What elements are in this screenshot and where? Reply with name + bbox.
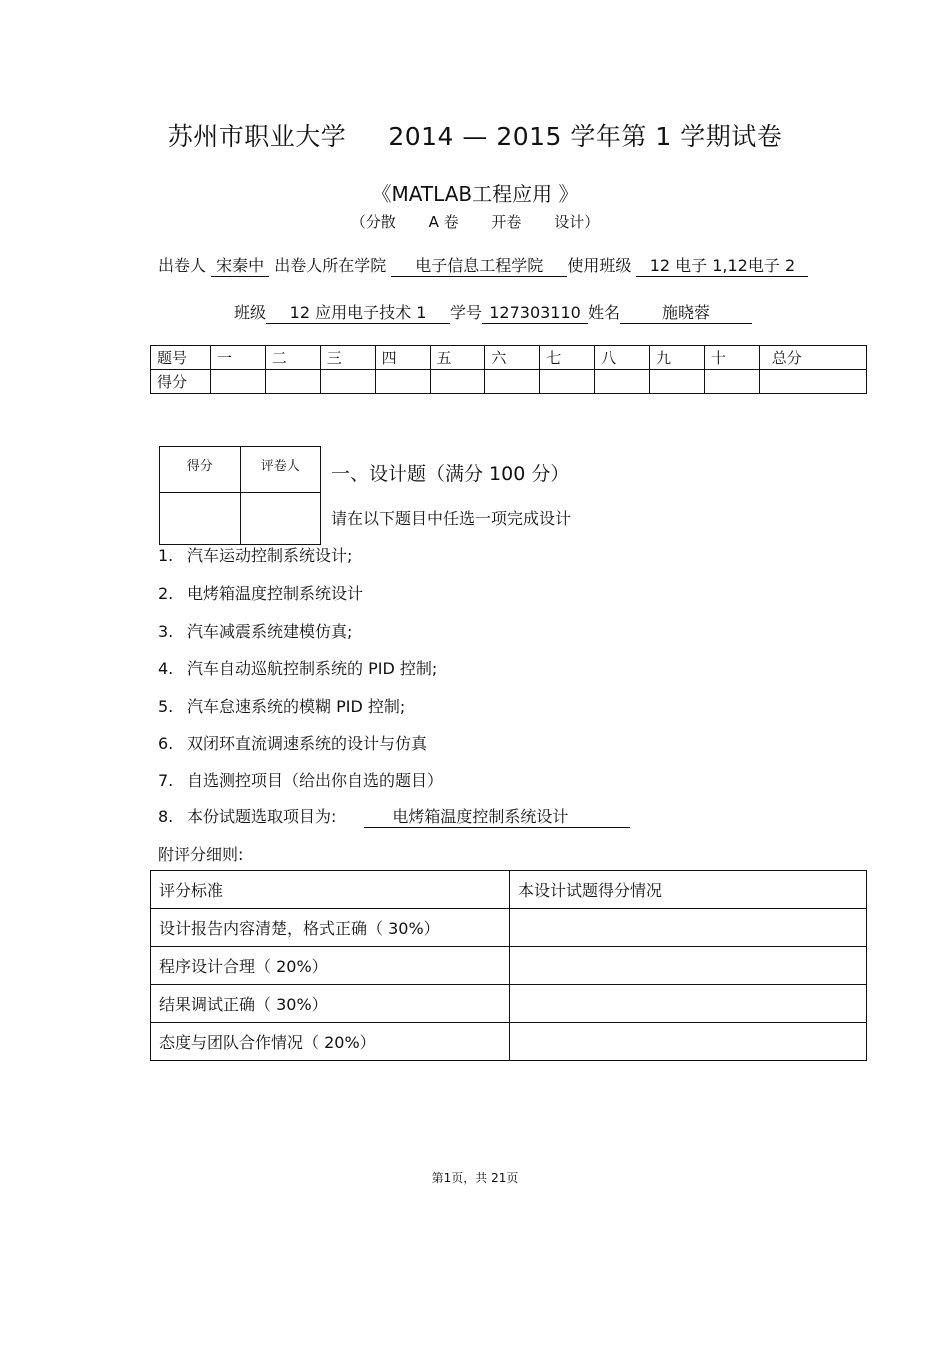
item-text: 电烤箱温度控制系统设计 [187,584,364,603]
criterion-text: 程序设计合理（ 20%） [151,947,510,985]
criterion-text: 态度与团队合作情况（ 20%） [151,1023,510,1061]
score-status-header: 本设计试题得分情况 [510,871,867,909]
score-cell [430,370,485,394]
score-row [151,370,867,394]
question-col: 六 [485,346,540,370]
list-item [158,543,352,566]
total-col: 总分 [759,346,866,370]
item-text: 汽车怠速系统的模糊 PID 控制; [187,697,406,716]
page-footer: 第1页，共 21页 [431,1171,519,1185]
item-number: 4. [158,659,174,678]
criteria-row [151,985,867,1023]
criteria-row [151,1023,867,1061]
student-id-field: 127303110 [482,303,588,324]
item-number: 8. [158,807,174,826]
criteria-row [151,909,867,947]
item-number: 6. [158,734,174,753]
question-col: 三 [320,346,375,370]
grader-box [159,446,321,545]
item-number: 2. [158,584,174,603]
item-number: 5. [158,697,174,716]
question-number-row [151,346,867,370]
school-name: 苏州市职业大学 [167,122,347,151]
grader-score-label: 得分 [160,447,241,493]
course-title: 《MATLAB工程应用 》 [371,182,579,206]
section-heading: 一、设计题（满分 100 分） [331,463,570,485]
item-text: 汽车运动控制系统设计; [187,546,353,565]
criterion-score-cell [510,985,867,1023]
item-text: 本份试题选取项目为: [187,807,337,826]
list-item [158,619,352,642]
score-cell [759,370,866,394]
classes-field: 12 电子 1,12电子 2 [636,256,808,277]
student-id-label: 学号 [450,303,483,322]
class-field: 12 应用电子技术 1 [266,303,450,324]
college-field: 电子信息工程学院 [391,256,567,277]
criterion-score-cell [510,947,867,985]
list-item [158,656,437,679]
meta-type: 开卷 [491,213,522,231]
score-cell [704,370,759,394]
exam-meta [0,211,950,232]
grader-score-cell [160,493,241,545]
criterion-score-cell [510,909,867,947]
author-field: 宋秦中 [211,256,269,277]
score-cell [320,370,375,394]
list-item [158,731,427,754]
score-cell [540,370,595,394]
item-text: 汽车减震系统建模仿真; [187,622,353,641]
section-intro: 请在以下题目中任选一项完成设计 [331,509,572,528]
chosen-topic-field: 电烤箱温度控制系统设计 [364,807,630,828]
grader-name-cell [240,493,321,545]
score-cell [650,370,705,394]
question-col: 四 [375,346,430,370]
criterion-score-cell [510,1023,867,1061]
score-table [150,345,867,394]
score-cell [211,370,266,394]
criterion-text: 结果调试正确（ 30%） [151,985,510,1023]
list-item [158,581,363,604]
list-item-chosen [158,804,630,828]
meta-format: （分散 [350,213,396,231]
question-col: 十 [704,346,759,370]
appendix-label: 附评分细则: [158,845,244,864]
criteria-header: 评分标准 [151,871,510,909]
criteria-row [151,947,867,985]
exam-title [0,117,950,153]
meta-paper: A 卷 [428,213,459,231]
score-cell [265,370,320,394]
item-number: 7. [158,771,174,790]
score-label: 得分 [151,370,211,394]
question-col: 二 [265,346,320,370]
item-text: 汽车自动巡航控制系统的 PID 控制; [187,659,438,678]
college-label: 出卷人所在学院 [274,256,387,275]
score-cell [485,370,540,394]
list-item [158,768,443,791]
name-label: 姓名 [588,303,621,322]
question-col: 七 [540,346,595,370]
meta-design: 设计） [554,213,600,231]
author-label: 出卷人 [158,256,207,275]
item-number: 3. [158,622,174,641]
question-col: 五 [430,346,485,370]
item-text: 双闭环直流调速系统的设计与仿真 [187,734,428,753]
grader-name-label: 评卷人 [240,447,321,493]
item-number: 1. [158,546,174,565]
question-col: 八 [595,346,650,370]
item-text: 自选测控项目（给出你自选的题目） [187,771,444,790]
criteria-header-row [151,871,867,909]
list-item [158,694,405,717]
term-label: 2014 — 2015 学年第 1 学期试卷 [388,122,783,151]
criteria-table [150,870,867,1061]
name-field: 施晓蓉 [620,303,752,324]
question-number-label: 题号 [151,346,211,370]
student-info-line [234,303,752,324]
author-info-line [158,256,808,277]
question-col: 九 [650,346,705,370]
score-cell [375,370,430,394]
classes-label: 使用班级 [567,256,632,275]
question-col: 一 [211,346,266,370]
class-label: 班级 [234,303,267,322]
criterion-text: 设计报告内容清楚，格式正确（ 30%） [151,909,510,947]
score-cell [595,370,650,394]
